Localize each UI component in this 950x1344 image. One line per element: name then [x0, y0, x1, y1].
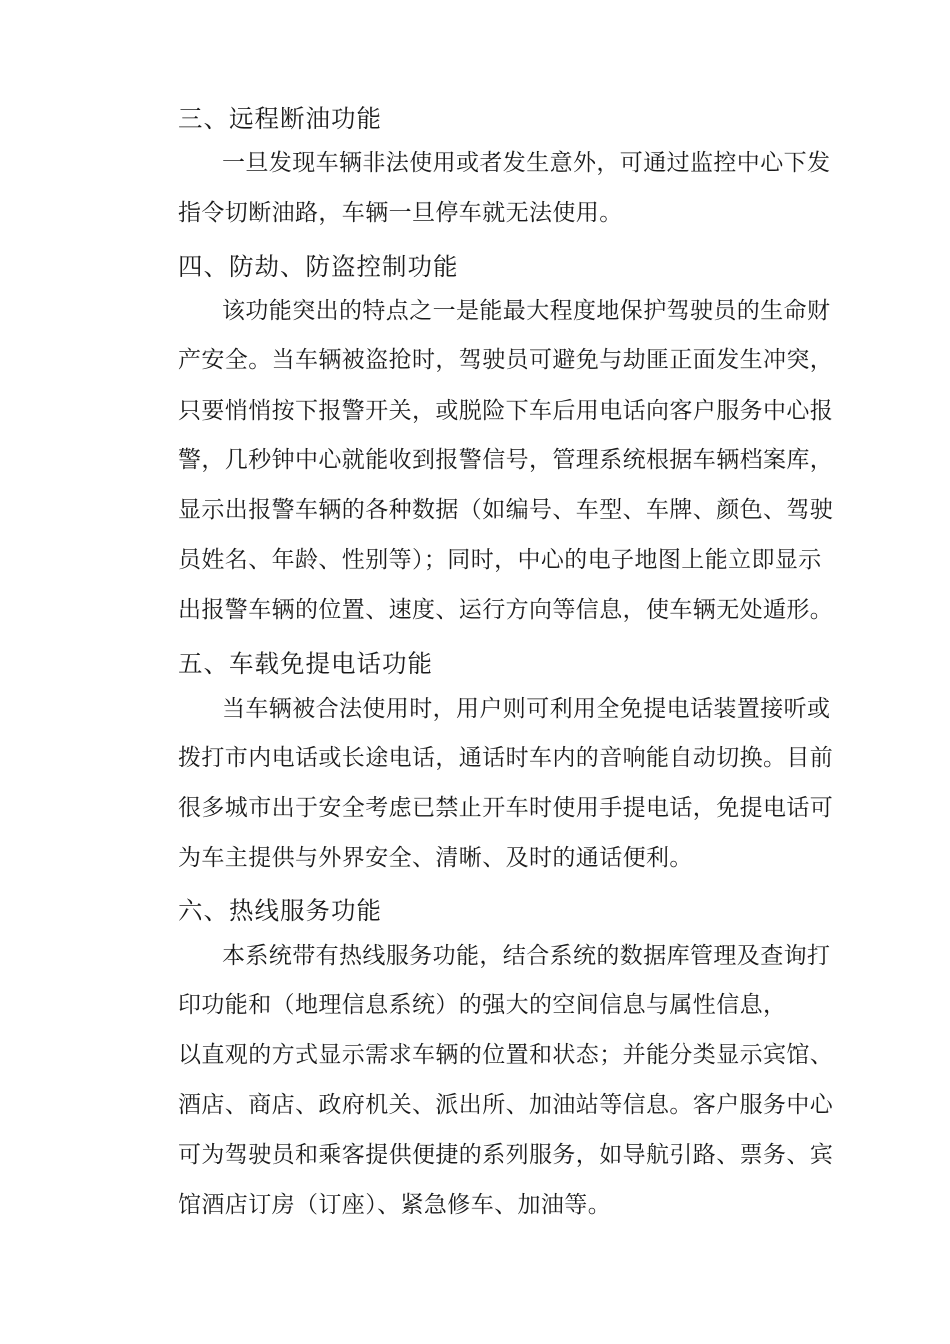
paragraph-line: 警，几秒钟中心就能收到报警信号，管理系统根据车辆档案库， [178, 447, 834, 473]
paragraph-line: 本系统带有热线服务功能，结合系统的数据库管理及查询打 [222, 943, 831, 969]
paragraph-line: 可为驾驶员和乘客提供便捷的系列服务，如导航引路、票务、宾 [178, 1142, 834, 1168]
paragraph-line: 拨打市内电话或长途电话，通话时车内的音响能自动切换。目前 [178, 745, 834, 771]
paragraph-line: 很多城市出于安全考虑已禁止开车时使用手提电话，免提电话可 [178, 795, 834, 821]
paragraph-line: 员姓名、年龄、性别等）；同时，中心的电子地图上能立即显示 [178, 547, 822, 573]
section-heading-remote-fuel-cutoff: 三、远程断油功能 [178, 104, 382, 133]
paragraph-line: 为车主提供与外界安全、清晰、及时的通话便利。 [178, 845, 693, 871]
paragraph-line: 只要悄悄按下报警开关，或脱险下车后用电话向客户服务中心报 [178, 398, 834, 424]
section-heading-anti-theft: 四、防劫、防盗控制功能 [178, 252, 459, 281]
paragraph-line: 该功能突出的特点之一是能最大程度地保护驾驶员的生命财 [222, 298, 831, 324]
section-heading-hotline-service: 六、热线服务功能 [178, 896, 382, 925]
paragraph-line: 一旦发现车辆非法使用或者发生意外，可通过监控中心下发 [222, 150, 831, 176]
section-heading-handsfree-phone: 五、车载免提电话功能 [178, 649, 433, 678]
paragraph-line: 出报警车辆的位置、速度、运行方向等信息，使车辆无处遁形。 [178, 597, 834, 623]
paragraph-line: 指令切断油路，车辆一旦停车就无法使用。 [178, 200, 623, 226]
paragraph-line: 显示出报警车辆的各种数据（如编号、车型、车牌、颜色、驾驶 [178, 497, 834, 523]
paragraph-line: 酒店、商店、政府机关、派出所、加油站等信息。客户服务中心 [178, 1092, 834, 1118]
paragraph-line: 印功能和（地理信息系统）的强大的空间信息与属性信息， [178, 992, 787, 1018]
paragraph-line: 当车辆被合法使用时，用户则可利用全免提电话装置接听或 [222, 696, 831, 722]
paragraph-line: 产安全。当车辆被盗抢时，驾驶员可避免与劫匪正面发生冲突， [178, 347, 834, 373]
paragraph-line: 以直观的方式显示需求车辆的位置和状态；并能分类显示宾馆、 [178, 1042, 834, 1068]
paragraph-line: 馆酒店订房（订座）、紧急修车、加油等。 [178, 1192, 612, 1218]
